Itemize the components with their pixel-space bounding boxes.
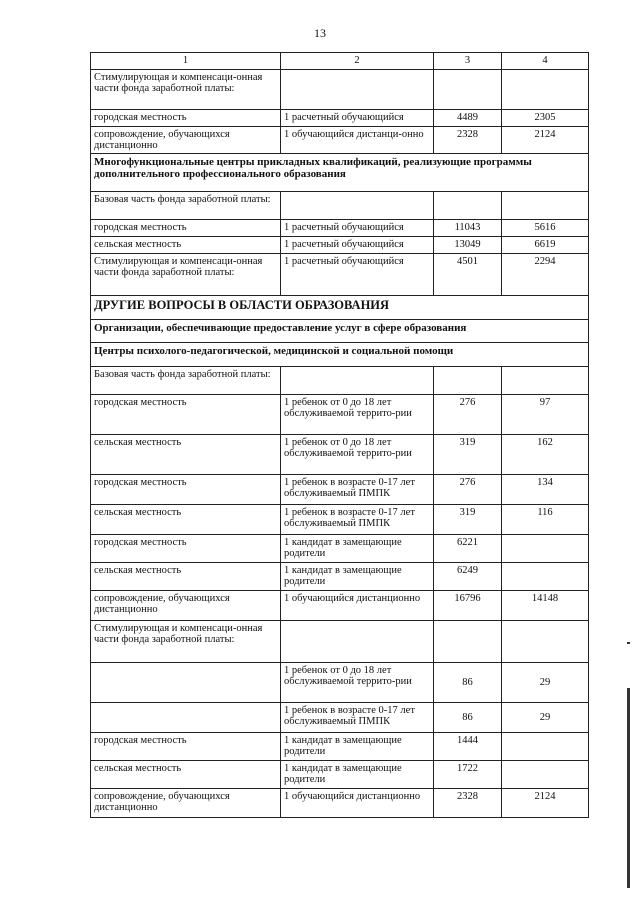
value-cell: 4501	[434, 254, 502, 296]
value-cell: 13049	[434, 237, 502, 254]
unit-cell: 1 ребенок в возрасте 0-17 лет обслуживаемый ПМПК	[281, 703, 434, 733]
value-cell	[434, 367, 502, 395]
section-heading-row	[91, 154, 589, 192]
indicator-cell: городская местность	[91, 110, 281, 127]
value-cell: 1444	[434, 733, 502, 761]
value-cell: 29	[502, 663, 589, 703]
value-cell	[434, 70, 502, 110]
unit-cell: 1 обучающийся дистанци-онно	[281, 127, 434, 154]
unit-cell: 1 кандидат в замещающие родители	[281, 761, 434, 789]
value-cell: 6249	[434, 563, 502, 591]
indicator-cell: сельская местность	[91, 435, 281, 475]
unit-cell: 1 ребенок в возрасте 0-17 лет обслуживаемый ПМПК	[281, 475, 434, 505]
unit-cell: 1 ребенок от 0 до 18 лет обслуживаемой террито-рии	[281, 395, 434, 435]
indicator-cell: Стимулирующая и компенсаци-онная части фонда заработной платы:	[91, 70, 281, 110]
unit-cell: 1 расчетный обучающийся	[281, 220, 434, 237]
value-cell: 319	[434, 435, 502, 475]
value-cell: 97	[502, 395, 589, 435]
column-number: 4	[502, 53, 589, 70]
unit-cell: 1 ребенок от 0 до 18 лет обслуживаемой террито-рии	[281, 663, 434, 703]
section-title: Организации, обеспечивающие предоставление услуг в сфере образования	[91, 320, 589, 343]
table-row	[91, 395, 589, 435]
section-title: Центры психолого-педагогической, медицинской и социальной помощи	[91, 343, 589, 367]
value-cell: 276	[434, 475, 502, 505]
value-cell	[434, 621, 502, 663]
column-number: 3	[434, 53, 502, 70]
table-row	[91, 127, 589, 154]
section-title: Многофункциональные центры прикладных квалификаций, реализующие программы дополнительного профессионального образования	[91, 154, 589, 192]
value-cell: 16796	[434, 591, 502, 621]
unit-cell: 1 кандидат в замещающие родители	[281, 563, 434, 591]
page-number: 13	[314, 26, 326, 40]
unit-cell: 1 кандидат в замещающие родители	[281, 535, 434, 563]
indicator-cell: сопровождение, обучающихся дистанционно	[91, 591, 281, 621]
table-row	[91, 535, 589, 563]
value-cell: 5616	[502, 220, 589, 237]
value-cell: 2294	[502, 254, 589, 296]
budget-table	[90, 52, 589, 818]
table-row	[91, 591, 589, 621]
indicator-cell: сельская местность	[91, 761, 281, 789]
value-cell: 4489	[434, 110, 502, 127]
chapter-heading-row	[91, 296, 589, 320]
margin-bar	[627, 688, 630, 888]
value-cell: 2328	[434, 789, 502, 818]
section-heading-row	[91, 343, 589, 367]
unit-cell	[281, 70, 434, 110]
indicator-cell: сельская местность	[91, 505, 281, 535]
column-number: 2	[281, 53, 434, 70]
value-cell	[434, 192, 502, 220]
unit-cell: 1 расчетный обучающийся	[281, 237, 434, 254]
value-cell: 2305	[502, 110, 589, 127]
section-title: ДРУГИЕ ВОПРОСЫ В ОБЛАСТИ ОБРАЗОВАНИЯ	[91, 296, 589, 320]
unit-cell: 1 расчетный обучающийся	[281, 110, 434, 127]
table-row	[91, 563, 589, 591]
value-cell	[502, 761, 589, 789]
table-row	[91, 70, 589, 110]
column-number-row	[91, 53, 589, 70]
table-row	[91, 761, 589, 789]
indicator-cell: Базовая часть фонда заработной платы:	[91, 192, 281, 220]
unit-cell: 1 обучающийся дистанционно	[281, 591, 434, 621]
indicator-cell	[91, 663, 281, 703]
indicator-cell	[91, 703, 281, 733]
indicator-cell: сельская местность	[91, 237, 281, 254]
value-cell: 2124	[502, 789, 589, 818]
value-cell: 162	[502, 435, 589, 475]
indicator-cell: Базовая часть фонда заработной платы:	[91, 367, 281, 395]
indicator-cell: сопровождение, обучающихся дистанционно	[91, 789, 281, 818]
table-row	[91, 110, 589, 127]
value-cell: 1722	[434, 761, 502, 789]
value-cell	[502, 535, 589, 563]
margin-mark	[627, 642, 630, 644]
unit-cell: 1 расчетный обучающийся	[281, 254, 434, 296]
table-row	[91, 663, 589, 703]
value-cell: 2328	[434, 127, 502, 154]
table-row	[91, 505, 589, 535]
table-row	[91, 367, 589, 395]
unit-cell: 1 кандидат в замещающие родители	[281, 733, 434, 761]
table-row	[91, 703, 589, 733]
value-cell: 319	[434, 505, 502, 535]
unit-cell	[281, 367, 434, 395]
indicator-cell: городская местность	[91, 475, 281, 505]
indicator-cell: городская местность	[91, 220, 281, 237]
value-cell	[502, 621, 589, 663]
table-row	[91, 237, 589, 254]
value-cell: 14148	[502, 591, 589, 621]
value-cell	[502, 367, 589, 395]
value-cell	[502, 192, 589, 220]
indicator-cell: городская местность	[91, 535, 281, 563]
table-row	[91, 192, 589, 220]
value-cell: 6619	[502, 237, 589, 254]
table-row	[91, 254, 589, 296]
unit-cell	[281, 192, 434, 220]
value-cell: 86	[434, 663, 502, 703]
value-cell: 11043	[434, 220, 502, 237]
unit-cell	[281, 621, 434, 663]
indicator-cell: сопровождение, обучающихся дистанционно	[91, 127, 281, 154]
value-cell: 86	[434, 703, 502, 733]
indicator-cell: Стимулирующая и компенсаци-онная части фонда заработной платы:	[91, 621, 281, 663]
table-row	[91, 621, 589, 663]
value-cell	[502, 733, 589, 761]
unit-cell: 1 ребенок от 0 до 18 лет обслуживаемой террито-рии	[281, 435, 434, 475]
value-cell: 276	[434, 395, 502, 435]
value-cell: 2124	[502, 127, 589, 154]
value-cell: 116	[502, 505, 589, 535]
value-cell: 29	[502, 703, 589, 733]
column-number: 1	[91, 53, 281, 70]
section-heading-row	[91, 320, 589, 343]
indicator-cell: городская местность	[91, 733, 281, 761]
value-cell	[502, 70, 589, 110]
value-cell: 134	[502, 475, 589, 505]
table-row	[91, 220, 589, 237]
unit-cell: 1 обучающийся дистанционно	[281, 789, 434, 818]
value-cell	[502, 563, 589, 591]
indicator-cell: Стимулирующая и компенсаци-онная части фонда заработной платы:	[91, 254, 281, 296]
unit-cell: 1 ребенок в возрасте 0-17 лет обслуживаемый ПМПК	[281, 505, 434, 535]
table-row	[91, 475, 589, 505]
table-row	[91, 789, 589, 818]
value-cell: 6221	[434, 535, 502, 563]
indicator-cell: сельская местность	[91, 563, 281, 591]
indicator-cell: городская местность	[91, 395, 281, 435]
table-row	[91, 435, 589, 475]
table-row	[91, 733, 589, 761]
